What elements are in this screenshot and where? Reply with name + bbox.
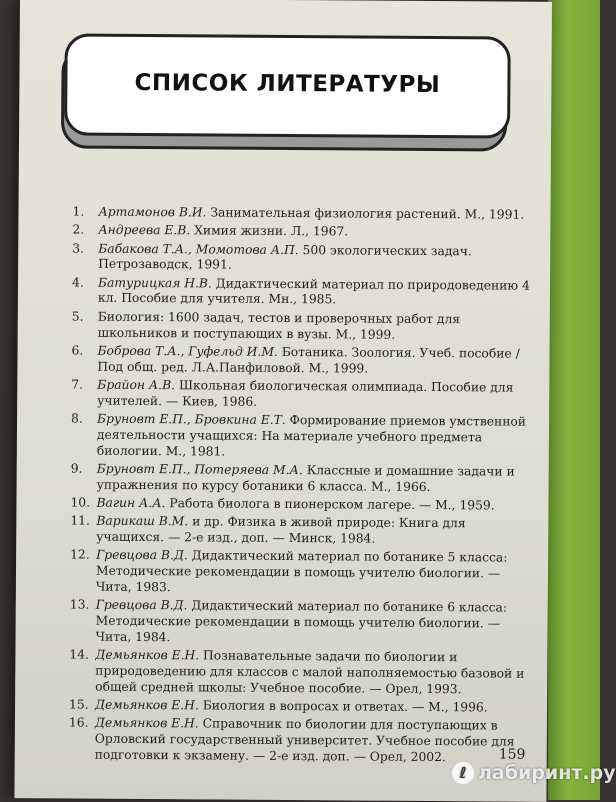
reference-text: Классные и домашние задачи и упражнения по курсу ботаники 6 класса. М., 1966. — [96, 463, 515, 494]
reference-author: Демьянков Е.Н. — [95, 697, 199, 713]
reference-item — [71, 377, 533, 412]
reference-text: Формирование приемов умственной деятельности учащихся: На материале учебного предмета биологии. М., 1981. — [96, 413, 527, 459]
title-frame — [64, 33, 511, 138]
reference-number: 10. — [70, 495, 91, 510]
reference-item — [70, 514, 532, 549]
reference-text: Химия жизни. Л., 1967. — [190, 223, 349, 239]
reference-text: Занимательная физиология растений. М., 1991. — [206, 205, 525, 222]
labirint-logo-icon: ℓ — [452, 762, 474, 784]
reference-item — [71, 343, 533, 378]
reference-number: 8. — [71, 411, 83, 426]
reference-text: Биология в вопросах и ответах. — М., 1996. — [198, 698, 488, 715]
reference-item — [70, 496, 532, 515]
reference-author: Артамонов В.И. — [98, 204, 207, 220]
title-frame-shadow — [61, 46, 508, 151]
reference-item — [69, 716, 531, 767]
reference-author: Демьянков Е.Н. — [95, 647, 200, 663]
reference-text: Школьная биологическая олимпиада. Пособие для учителей. — Киев, 1986. — [97, 378, 514, 409]
watermark-text: лабиринт.ру — [478, 762, 616, 784]
reference-text: Работа биолога в пионерском лагере. — М., 1959. — [165, 496, 495, 513]
reference-author: Бруновт Е.П., Бровкина Е.Т. — [97, 411, 286, 428]
reference-number: 1. — [72, 204, 85, 219]
reference-list — [69, 205, 535, 770]
reference-item — [69, 698, 531, 717]
reference-item — [72, 223, 534, 242]
reference-number: 6. — [71, 343, 84, 358]
reference-author: Бруновт Е.П., Потеряева М.А. — [96, 461, 303, 478]
reference-number: 7. — [71, 377, 84, 392]
reference-item — [69, 598, 531, 649]
reference-author: Гревцова В.Д. — [96, 548, 188, 563]
reference-number: 15. — [69, 697, 89, 712]
reference-number: 16. — [68, 715, 89, 731]
reference-number: 5. — [71, 309, 84, 324]
reference-item — [72, 205, 534, 224]
reference-item — [69, 648, 531, 699]
reference-author: Брайон А.В. — [97, 377, 176, 393]
reference-text: Дидактический материал по ботанике 6 класса: Методические рекомендации в помощь учителю биологии. — Чита, 1984. — [95, 598, 508, 645]
reference-text: 500 экологических задач. Петрозаводск, 1991. — [98, 242, 472, 273]
reference-text: Познавательные задачи по биологии и природоведению для классов с малой наполняемостью базовой и общей средней школы: Учебное пособие. — Орел, 1993. — [95, 648, 525, 697]
reference-item — [70, 548, 532, 599]
page-title: СПИСОК ЛИТЕРАТУРЫ — [134, 69, 441, 99]
watermark — [452, 762, 616, 784]
reference-number: 14. — [69, 647, 90, 662]
reference-author: Батурицкая Н.В. — [97, 275, 212, 291]
reference-author: Боброва Т.А., Гуфельд И.М. — [97, 343, 278, 359]
reference-author: Демьянков Е.Н. — [94, 716, 199, 731]
reference-author: Варикаш В.М. — [96, 514, 189, 529]
reference-item — [71, 461, 533, 496]
reference-text: Дидактический материал по ботанике 5 класса: Методические рекомендации в помощь учителю биологии. — Чита, 1983. — [95, 548, 508, 595]
reference-item — [72, 309, 534, 344]
reference-number: 4. — [71, 275, 84, 290]
book-page — [14, 0, 552, 802]
reference-text: и др. Физика в живой природе: Книга для учащихся. — 2-е изд., доп. — Минск, 1984. — [96, 514, 466, 546]
reference-number: 12. — [70, 547, 90, 563]
reference-item — [72, 275, 534, 310]
reference-text: Ботаника. Зоология. Учеб. пособие / Под общ. ред. Л.А.Панфиловой. М., 1999. — [97, 344, 520, 376]
reference-text: Дидактический материал по природоведению 4 кл. Пособие для учителя. Мн., 1985. — [97, 276, 530, 307]
reference-item — [72, 241, 534, 276]
reference-author: Гревцова В.Д. — [95, 598, 188, 613]
reference-number: 13. — [69, 597, 90, 612]
reference-number: 3. — [72, 241, 85, 256]
reference-author: Андреева Е.В. — [98, 222, 191, 238]
reference-author: Бабакова Т.А., Момотова А.П. — [98, 241, 299, 257]
reference-number: 11. — [70, 513, 90, 528]
reference-number: 9. — [70, 461, 83, 476]
page-number: 159 — [498, 746, 526, 763]
reference-item — [71, 412, 533, 463]
reference-text: Биология: 1600 задач, тестов и проверочных работ для школьников и поступающих в вузы. М., 1999. — [97, 309, 461, 342]
reference-number: 2. — [72, 222, 85, 237]
reference-author: Вагин А.А. — [96, 495, 166, 511]
book-cover-edge — [548, 0, 600, 800]
reference-text: Справочник по биологии для поступающих в Орловский государственный университет. Учебное пособие для подготовки к экзамену. — 2-е изд. доп. — Орел, 2002. — [94, 716, 515, 765]
